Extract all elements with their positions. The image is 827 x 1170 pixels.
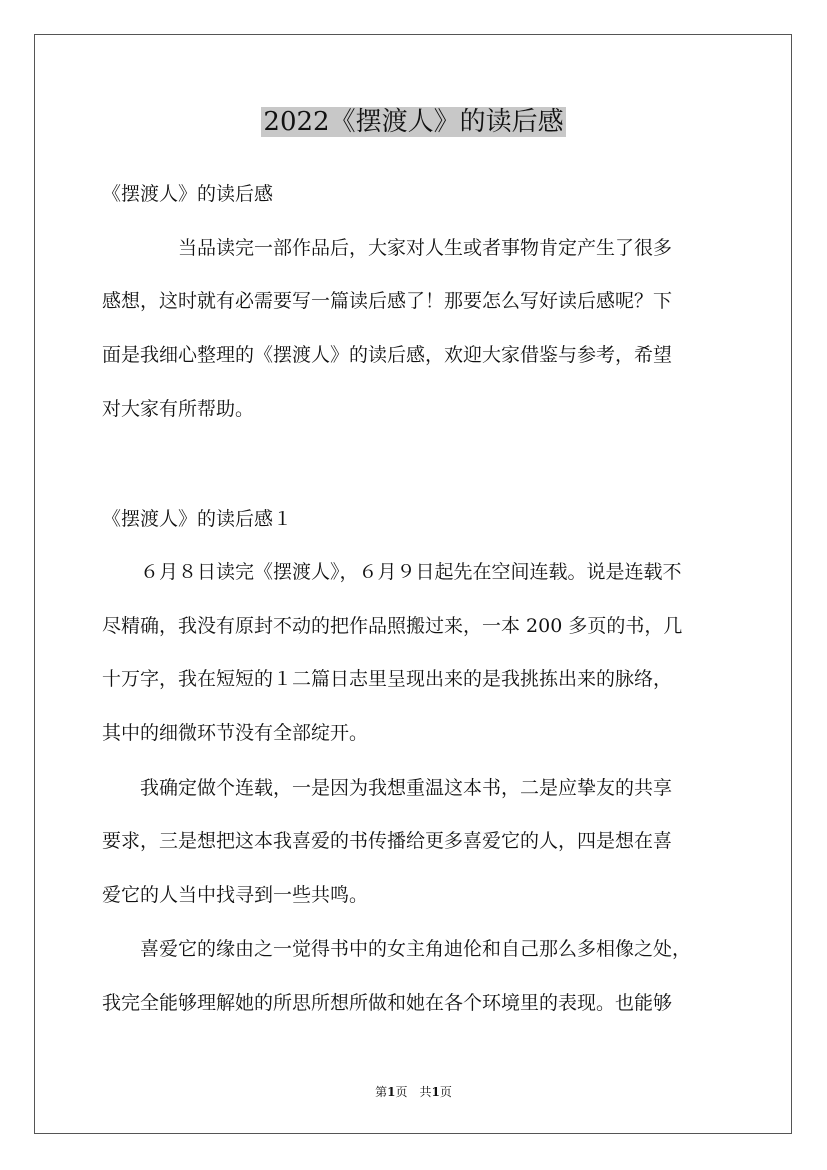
paragraph-line: 面是我细心整理的《摆渡人》的读后感，欢迎大家借鉴与参考，希望 <box>102 344 673 366</box>
document-title-text: 2022《摆渡人》的读后感 <box>263 107 564 137</box>
paragraph-line: 我完全能够理解她的所思所想所做和她在各个环境里的表现。也能够 <box>102 992 673 1014</box>
paragraph-line: 感想，这时就有必需要写一篇读后感了！那要怎么写好读后感呢？下 <box>102 290 673 312</box>
section-heading: 《摆渡人》的读后感１ <box>102 508 293 530</box>
paragraph-line: 十万字，我在短短的１二篇日志里呈现出来的是我挑拣出来的脉络， <box>102 668 673 690</box>
paragraph-line: 尽精确，我没有原封不动的把作品照搬过来，一本 200 多页的书，几 <box>102 615 683 637</box>
paragraph-line: 我确定做个连载，一是因为我想重温这本书，二是应挚友的共享 <box>102 777 673 799</box>
paragraph-line: ６月８日读完《摆渡人》，６月９日起先在空间连载。说是连载不 <box>102 561 682 583</box>
paragraph-line: 对大家有所帮助。 <box>102 398 255 420</box>
paragraph-line: 爱它的人当中找寻到一些共鸣。 <box>102 884 369 906</box>
section-heading: 《摆渡人》的读后感 <box>102 183 274 205</box>
document-title <box>0 102 827 142</box>
current-page-number: 1 <box>387 1085 396 1099</box>
paragraph-line: 其中的细微环节没有全部绽开。 <box>102 722 369 744</box>
page-number-footer: 第1页 共1页 <box>375 1085 452 1099</box>
paragraph-line: 要求，三是想把这本我喜爱的书传播给更多喜爱它的人，四是想在喜 <box>102 830 673 852</box>
paragraph-line: 当品读完一部作品后，大家对人生或者事物肯定产生了很多 <box>102 237 673 259</box>
total-page-number: 1 <box>431 1085 440 1099</box>
paragraph-line: 喜爱它的缘由之一觉得书中的女主角迪伦和自己那么多相像之处， <box>102 938 692 960</box>
